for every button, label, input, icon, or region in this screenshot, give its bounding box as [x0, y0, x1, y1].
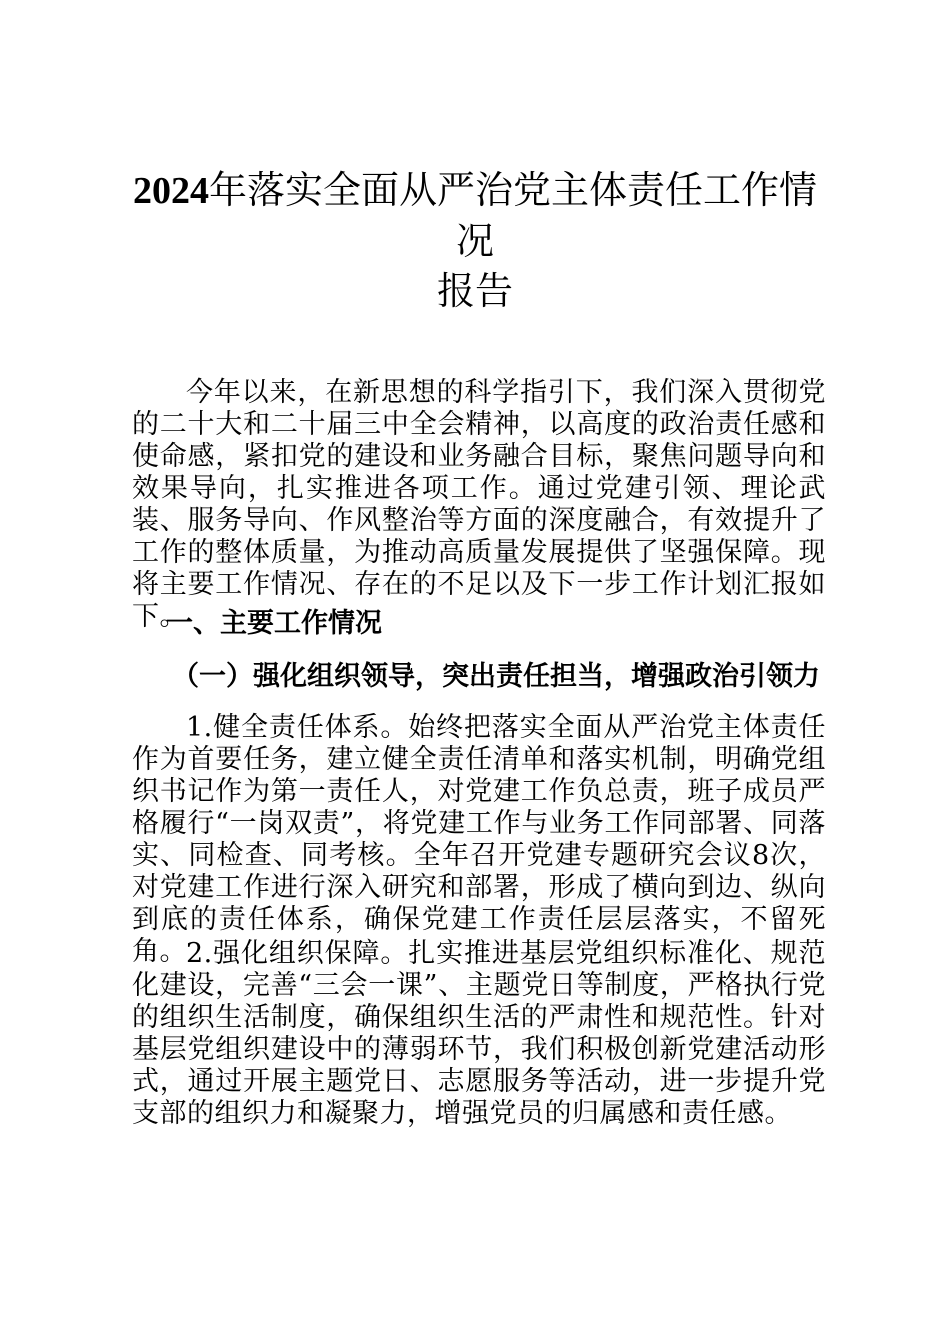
paragraph-responsibility-system: 1.健全责任体系。始终把落实全面从严治党主体责任作为首要任务，建立健全责任清单和落实机制，明确党组织书记作为第一责任人，对党建工作负总责，班子成员严格履行“一岗双责”，将党建工作与业务工作同部署、同落实、同检查、同考核。全年召开党建专题研究会议8次，对党建工作进行深入研究和部署，形成了横向到边、纵向到底的责任体系，确保党建工作责任层层落实，不留死角。 — [132, 712, 826, 967]
title-year: 2024 — [132, 170, 209, 212]
paragraph-organization-guarantee: 2.强化组织保障。扎实推进基层党组织标准化、规范化建设，完善“三会一课”、主题党日等制度，严格执行党的组织生活制度，确保组织生活的严肃性和规范性。针对基层党组织建设中的薄弱环节，我们积极创新党建活动形式，通过开展主题党日、志愿服务等活动，进一步提升党支部的组织力和凝聚力，增强党员的归属感和责任感。 — [132, 938, 826, 1129]
title-line1: 年落实全面从严治党主体责任工作情况 — [208, 168, 817, 263]
subsection-heading-organization: （一）强化组织领导，突出责任担当，增强政治引领力 — [172, 661, 820, 692]
section-heading-main-work: 一、主要工作情况 — [166, 608, 382, 639]
document-title — [120, 165, 830, 316]
title-line2: 报告 — [436, 269, 513, 313]
intro-paragraph: 今年以来，在新思想的科学指引下，我们深入贯彻党的二十大和二十届三中全会精神，以高度的政治责任感和使命感，紧扣党的建设和业务融合目标，聚焦问题导向和效果导向，扎实推进各项工作。通过党建引领、理论武装、服务导向、作风整治等方面的深度融合，有效提升了工作的整体质量，为推动高质量发展提供了坚强保障。现将主要工作情况、存在的不足以及下一步工作计划汇报如下。 — [132, 377, 826, 632]
